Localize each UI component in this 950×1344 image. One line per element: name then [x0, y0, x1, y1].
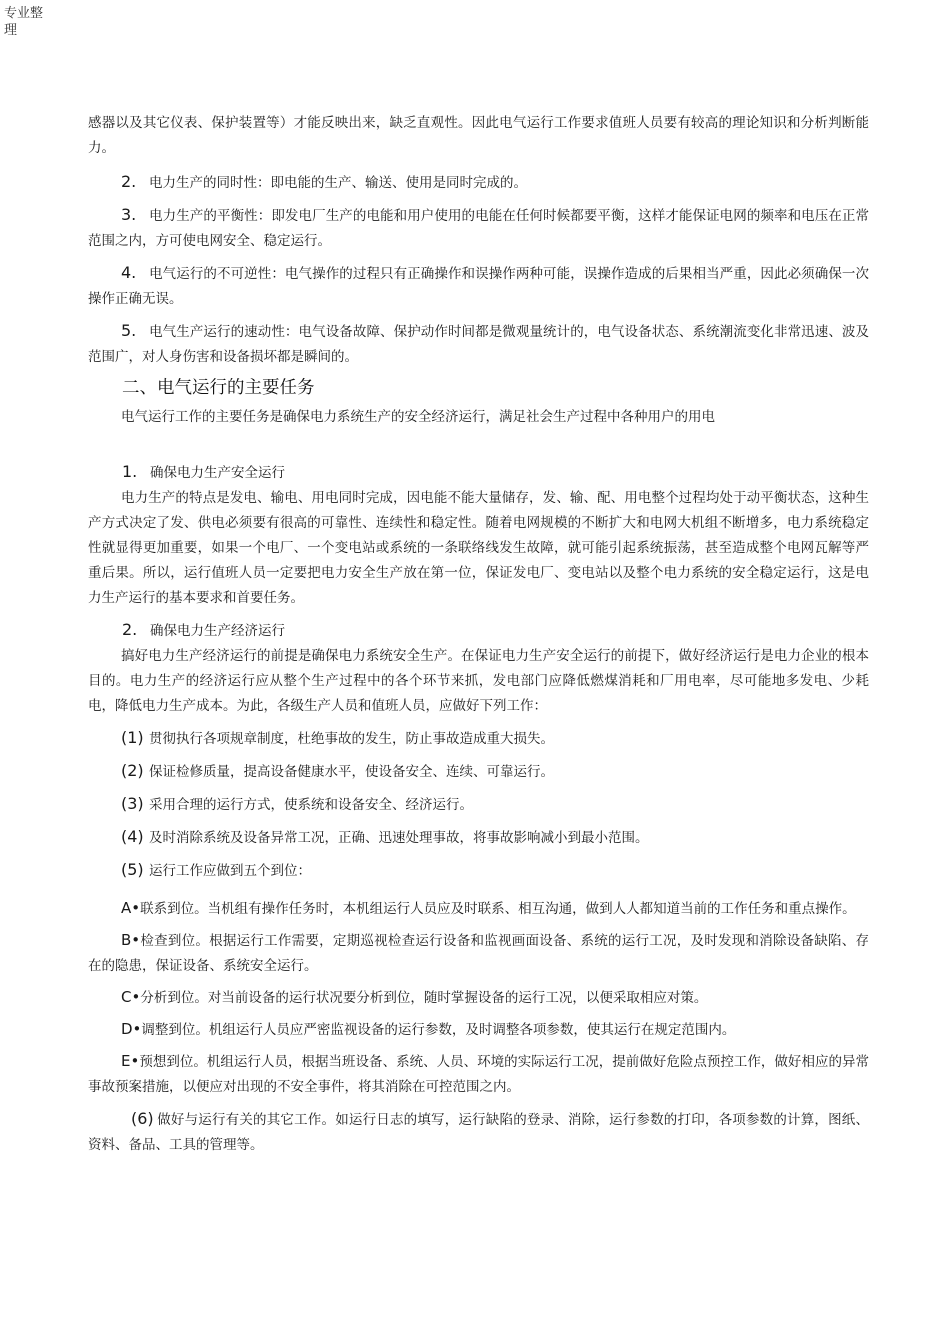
item-number: 1. — [122, 462, 138, 481]
work-item — [88, 857, 869, 884]
task-title: 确保电力生产经济运行 — [150, 623, 285, 639]
work-item — [88, 758, 869, 785]
characteristic-item — [88, 318, 869, 370]
item-text: 电气运行的不可逆性：电气操作的过程只有正确操作和误操作两种可能，误操作造成的后果相当严重，因此必须确保一次操作正确无误。 — [88, 266, 869, 307]
task-heading — [88, 617, 869, 644]
work-item — [88, 824, 869, 851]
item-text: 保证检修质量，提高设备健康水平，使设备安全、连续、可靠运行。 — [149, 764, 554, 780]
point-text: 联系到位。当机组有操作任务时，本机组运行人员应及时联系、相互沟通，做到人人都知道当前的工作任务和重点操作。 — [140, 901, 856, 917]
item-text: 做好与运行有关的其它工作。如运行日志的填写，运行缺陷的登录、消除，运行参数的打印，各项参数的计算，图纸、资料、备品、工具的管理等。 — [88, 1112, 869, 1153]
task-body: 搞好电力生产经济运行的前提是确保电力系统安全生产。在保证电力生产安全运行的前提下，做好经济运行是电力企业的根本目的。电力生产的经济运行应从整个生产过程中的各个环节来抓，发电部门应降低燃煤消耗和厂用电率，尽可能地多发电、少耗电，降低电力生产成本。为此，各级生产人员和值班人员，应做好下列工作： — [88, 648, 869, 714]
work-item — [88, 791, 869, 818]
item-number: (6) — [131, 1109, 154, 1128]
document-body — [88, 111, 869, 1158]
characteristic-item — [88, 202, 869, 254]
five-point-item — [88, 928, 869, 979]
item-number: 2. — [122, 620, 138, 639]
page-header-label: 专业整理 — [4, 6, 44, 38]
item-text: 采用合理的运行方式，使系统和设备安全、经济运行。 — [149, 797, 473, 813]
section-heading: 二、电气运行的主要任务 — [122, 378, 315, 398]
item-number: 5. — [121, 321, 137, 340]
five-point-item — [88, 1017, 869, 1043]
characteristic-item — [88, 169, 869, 196]
section-intro: 电气运行工作的主要任务是确保电力系统生产的安全经济运行，满足社会生产过程中各种用户的用电 — [121, 409, 715, 425]
item-text: 电气生产运行的速动性：电气设备故障、保护动作时间都是微观量统计的，电气设备状态、系统潮流变化非常迅速、波及范围广，对人身伤害和设备损坏都是瞬间的。 — [88, 324, 869, 365]
item-number: (5) — [121, 860, 144, 879]
item-text: 贯彻执行各项规章制度，杜绝事故的发生，防止事故造成重大损失。 — [149, 731, 554, 747]
item-text: 电力生产的同时性：即电能的生产、输送、使用是同时完成的。 — [149, 175, 527, 191]
task-title: 确保电力生产安全运行 — [150, 465, 285, 481]
five-point-item — [88, 1049, 869, 1100]
item-text: 及时消除系统及设备异常工况，正确、迅速处理事故，将事故影响减小到最小范围。 — [149, 830, 649, 846]
item-number: (2) — [121, 761, 144, 780]
item-text: 运行工作应做到五个到位： — [149, 863, 311, 879]
task-body: 电力生产的特点是发电、输电、用电同时完成，因电能不能大量储存，发、输、配、用电整个过程均处于动平衡状态，这种生产方式决定了发、供电必须要有很高的可靠性、连续性和稳定性。随着电网规模的不断扩大和电网大机组不断增多，电力系统稳定性就显得更加重要，如果一个电厂、一个变电站或系统的一条联络线发生故障，就可能引起系统振荡，甚至造成整个电网瓦解等严重后果。所以，运行值班人员一定要把电力安全生产放在第一位，保证发电厂、变电站以及整个电力系统的安全稳定运行，这是电力生产运行的基本要求和首要任务。 — [88, 490, 869, 606]
point-text: 检查到位。根据运行工作需要，定期巡视检查运行设备和监视画面设备、系统的运行工况，及时发现和消除设备缺陷、存在的隐患，保证设备、系统安全运行。 — [88, 933, 869, 974]
characteristic-item — [88, 260, 869, 312]
point-text: 调整到位。机组运行人员应严密监视设备的运行参数，及时调整各项参数，使其运行在规定范围内。 — [141, 1022, 736, 1038]
point-letter: D• — [121, 1020, 142, 1038]
item-number: 4. — [121, 263, 137, 282]
item-number: (3) — [121, 794, 144, 813]
point-text: 预想到位。机组运行人员，根据当班设备、系统、人员、环境的实际运行工况，提前做好危险点预控工作，做好相应的异常事故预案措施，以便应对出现的不安全事件，将其消除在可控范围之内。 — [88, 1054, 869, 1095]
point-text: 分析到位。对当前设备的运行状况要分析到位，随时掌握设备的运行工况，以便采取相应对策。 — [140, 990, 708, 1006]
point-letter: B• — [121, 931, 141, 949]
top-paragraph: 感器以及其它仪表、保护装置等）才能反映出来，缺乏直观性。因此电气运行工作要求值班人员要有较高的理论知识和分析判断能力。 — [88, 115, 869, 156]
five-point-item — [88, 896, 869, 922]
item-number: (4) — [121, 827, 144, 846]
work-item-6 — [88, 1106, 869, 1158]
point-letter: E• — [121, 1052, 140, 1070]
five-point-item — [88, 985, 869, 1011]
point-letter: A• — [121, 899, 141, 917]
work-item — [88, 725, 869, 752]
item-number: 3. — [121, 205, 137, 224]
point-letter: C• — [121, 988, 141, 1006]
item-text: 电力生产的平衡性：即发电厂生产的电能和用户使用的电能在任何时候都要平衡，这样才能保证电网的频率和电压在正常范围之内，方可使电网安全、稳定运行。 — [88, 208, 869, 249]
item-number: (1) — [121, 728, 144, 747]
task-heading — [88, 459, 869, 486]
item-number: 2. — [121, 172, 137, 191]
